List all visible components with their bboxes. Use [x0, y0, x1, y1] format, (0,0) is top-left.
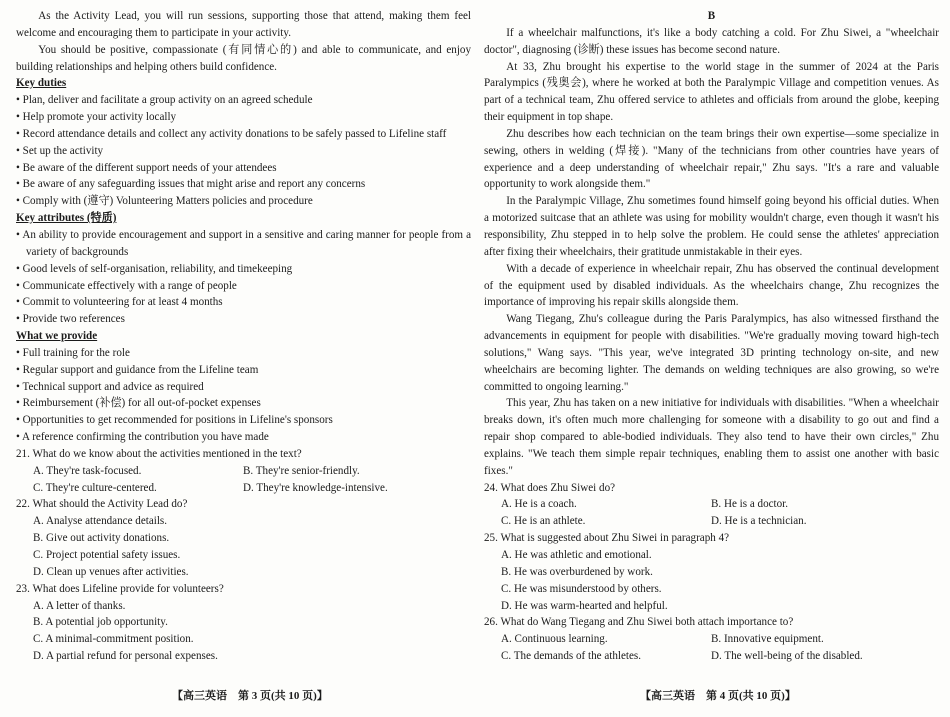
intro-paragraph-1: As the Activity Lead, you will run sessions, supporting those that attend, making them feel welcome and encouraging them to participate in your activity. [16, 10, 471, 39]
option-24c: C. He is an athlete. [501, 515, 586, 528]
option-25d: D. He was warm-hearted and helpful. [501, 599, 668, 612]
provide-item: • Full training for the role [16, 346, 130, 359]
right-column [484, 8, 939, 665]
section-heading: B [707, 10, 716, 22]
attribute-item: • Commit to volunteering for at least 4 months [16, 296, 223, 309]
option-26a: A. Continuous learning. [501, 633, 608, 646]
duty-item: • Help promote your activity locally [16, 111, 177, 124]
option-23d: D. A partial refund for personal expenses. [33, 650, 218, 663]
attribute-item: • An ability to provide encouragement and support in a sensitive and caring manner for people from a variety of backgrounds [16, 228, 471, 258]
option-23b: B. A potential job opportunity. [33, 616, 168, 629]
duty-item: • Comply with (遵守) Volunteering Matters policies and procedure [16, 195, 313, 208]
question-26: 26. What do Wang Tiegang and Zhu Siwei both attach importance to? [484, 616, 794, 629]
option-25b: B. He was overburdened by work. [501, 565, 653, 578]
option-24d: D. He is a technician. [711, 515, 807, 528]
provide-item: • Regular support and guidance from the Lifeline team [16, 363, 259, 376]
duty-item: • Record attendance details and collect any activity donations to be safely passed to Lifeline staff [16, 127, 447, 140]
attribute-item: • Good levels of self-organisation, reliability, and timekeeping [16, 262, 293, 275]
attribute-item: • Communicate effectively with a range of people [16, 279, 237, 292]
duty-item: • Plan, deliver and facilitate a group activity on an agreed schedule [16, 94, 313, 107]
provide-item: • Technical support and advice as required [16, 380, 204, 393]
option-26d: D. The well-being of the disabled. [711, 650, 863, 663]
question-24-options-row-1 [484, 496, 939, 513]
question-26-options-row-1 [484, 631, 939, 648]
passage-paragraph-2: At 33, Zhu brought his expertise to the world stage in the summer of 2024 at the Paris Paralympics (残奥会), where he worked at both the Paralympic Village and competition venues. As part of a technical team, Zhu offered service to athletes and officials from around the globe, keeping their equipment in top shape. [484, 60, 939, 124]
intro-paragraph-2: You should be positive, compassionate (有同情心的) and able to communicate, and enjoy building relationships and helping others build confidence. [16, 43, 471, 73]
key-attributes-heading: Key attributes (特质) [16, 212, 117, 225]
duty-item: • Be aware of the different support needs of your attendees [16, 161, 277, 174]
option-22c: C. Project potential safety issues. [33, 549, 181, 561]
question-25: 25. What is suggested about Zhu Siwei in paragraph 4? [484, 532, 730, 545]
passage-paragraph-4: In the Paralympic Village, Zhu sometimes found himself going beyond his official duties. When a motorized suitcase that an athlete was using for mobility wouldn't charge, even though it wasn't his responsibility, Zhu stepped in to help solve the problem. He could sense the athletes' appreciation after fixing their wheelchairs, their gratitude unmistakable in their eyes. [484, 195, 939, 258]
question-22: 22. What should the Activity Lead do? [16, 498, 188, 511]
option-23a: A. A letter of thanks. [33, 599, 126, 612]
passage-paragraph-6: Wang Tiegang, Zhu's colleague during the Paris Paralympics, has also witnessed firsthand the advancements in equipment for people with disabilities. "We're gradually moving toward high-tech solutions," Wang says. "This year, we've integrated 3D printing technology on-site, and new wheelchairs are becoming lighter. The demands on welding techniques are also growing, so we're committed to ongoing learning." [484, 313, 939, 393]
option-22a: A. Analyse attendance details. [33, 515, 168, 528]
question-21-options-row-2 [16, 480, 471, 497]
duty-item: • Be aware of any safeguarding issues that might arise and report any concerns [16, 178, 366, 191]
provide-item: • Opportunities to get recommended for positions in Lifeline's sponsors [16, 414, 333, 427]
option-21a: A. They're task-focused. [33, 464, 142, 477]
option-21d: D. They're knowledge-intensive. [243, 481, 388, 494]
option-22b: B. Give out activity donations. [33, 532, 170, 545]
question-26-options-row-2 [484, 648, 939, 665]
question-24-options-row-2 [484, 513, 939, 530]
question-24: 24. What does Zhu Siwei do? [484, 481, 616, 494]
option-21b: B. They're senior-friendly. [243, 464, 360, 477]
question-23: 23. What does Lifeline provide for volunteers? [16, 582, 224, 595]
option-26c: C. The demands of the athletes. [501, 650, 641, 663]
option-21c: C. They're culture-centered. [33, 481, 157, 494]
what-we-provide-heading: What we provide [16, 330, 98, 343]
option-25a: A. He was athletic and emotional. [501, 549, 652, 561]
option-26b: B. Innovative equipment. [711, 633, 824, 646]
option-22d: D. Clean up venues after activities. [33, 565, 189, 578]
passage-paragraph-3: Zhu describes how each technician on the team brings their own expertise—some specialize in sewing, others in welding (焊接). "Many of the technicians from other countries have years of experience and a deep understanding of wheelchair repair," Zhu says. "It's a rare and valuable opportunity to work alongside them." [484, 127, 939, 191]
attribute-item: • Provide two references [16, 313, 125, 326]
passage-paragraph-7: This year, Zhu has taken on a new initiative for individuals with disabilities. "When a wheelchair breaks down, it's often much more challenging for someone with a disability to go out and find a repair shop compared to able-bodied individuals. They also tend to have their own circles," Zhu explains. "We teach them simple repair techniques, enabling them to assist one another with basic fixes." [484, 397, 939, 477]
passage-paragraph-1: If a wheelchair malfunctions, it's like a body catching a cold. For Zhu Siwei, a "wheelchair doctor", diagnosing (诊断) these issues has become second nature. [484, 26, 939, 56]
key-duties-heading: Key duties [16, 77, 67, 90]
option-23c: C. A minimal-commitment position. [33, 633, 194, 646]
page-footer-left: 【高三英语 第 3 页(共 10 页)】 [172, 690, 328, 702]
duty-item: • Set up the activity [16, 144, 104, 157]
provide-item: • Reimbursement (补偿) for all out-of-pocket expenses [16, 397, 261, 410]
question-21-options-row-1 [16, 463, 471, 480]
question-21: 21. What do we know about the activities mentioned in the text? [16, 447, 302, 460]
option-24b: B. He is a doctor. [711, 498, 789, 511]
left-column [16, 8, 471, 665]
page-footer-right: 【高三英语 第 4 页(共 10 页)】 [640, 690, 796, 702]
option-25c: C. He was misunderstood by others. [501, 582, 662, 595]
provide-item: • A reference confirming the contribution you have made [16, 431, 269, 444]
option-24a: A. He is a coach. [501, 498, 577, 511]
passage-paragraph-5: With a decade of experience in wheelchair repair, Zhu has observed the continual development of the equipment used by disabled individuals. As the wheelchairs change, Zhu recognizes the importance of improving his repair skills alongside them. [484, 262, 939, 309]
